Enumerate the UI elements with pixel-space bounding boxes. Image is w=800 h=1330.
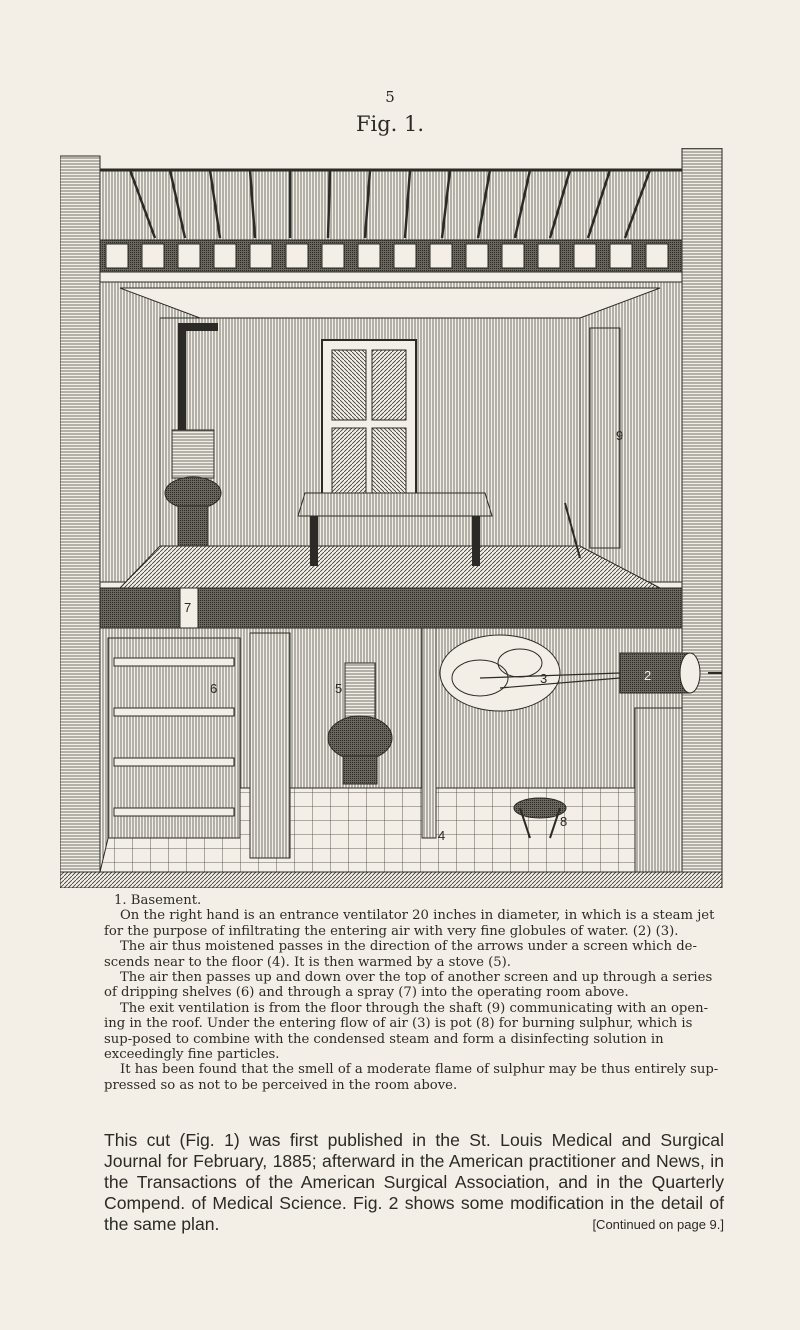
- building-cross-section-engraving: [60, 148, 725, 888]
- label-4: 4: [438, 828, 446, 843]
- window: [322, 340, 416, 500]
- label-3: 3: [540, 671, 548, 686]
- label-5: 5: [335, 681, 343, 696]
- joist-block: [574, 244, 596, 268]
- basement-right-wall: [635, 708, 682, 872]
- joist-block: [466, 244, 488, 268]
- figure-caption: [104, 893, 724, 1093]
- joist-block: [358, 244, 380, 268]
- body-text: This cut (Fig. 1) was first published in the St. Louis Medical and Surgical Journal for February, 1885; afterward in the American practitioner and News, in the Transactions of the American Surgical Association, and in the Quarterly Compend. of Medical Science. Fig. 2 shows some modification in the detail of the same plan.: [104, 1130, 724, 1234]
- joist-block: [322, 244, 344, 268]
- joist-block: [430, 244, 452, 268]
- page-number: 5: [385, 88, 395, 106]
- joist-block: [286, 244, 308, 268]
- label-7: 7: [184, 600, 192, 615]
- caption-paragraph: The exit ventilation is from the floor through the shaft (9) communicating with an open-ing in the roof. Under the entering flow of air (3) is pot (8) for burning sulphur, which is sup-posed to combine with the condensed steam and form a disinfecting solution in exceedingly fine particles.: [104, 1000, 709, 1063]
- screen-left: [250, 633, 290, 858]
- ceiling-joists: [100, 240, 682, 282]
- label-8: 8: [560, 814, 568, 829]
- joist-block: [538, 244, 560, 268]
- figure-label: Fig. 1.: [355, 112, 425, 136]
- joist-block: [502, 244, 524, 268]
- caption-paragraph: On the right hand is an entrance ventilator 20 inches in diameter, in which is a steam jet for the purpose of infiltrating the entering air with very fine globules of water. (2) (3).: [104, 908, 715, 939]
- basement: [100, 628, 722, 872]
- caption-paragraph: It has been found that the smell of a moderate flame of sulphur may be thus entirely sup-pressed so as not to be perceived in the room above.: [104, 1062, 719, 1093]
- continued-note: [Continued on page 9.]: [592, 1217, 724, 1232]
- joist-block: [610, 244, 632, 268]
- joist-block: [142, 244, 164, 268]
- caption-paragraph: The air then passes up and down over the top of another screen and up through a series of dripping shelves (6) and through a spray (7) into the operating room above.: [104, 970, 713, 1001]
- roof-rafters: [100, 170, 682, 240]
- joist-block: [106, 244, 128, 268]
- joist-block: [178, 244, 200, 268]
- dripping-shelves: [108, 638, 240, 838]
- body-paragraph: [104, 1130, 724, 1235]
- caption-paragraph: The air thus moistened passes in the direction of the arrows under a screen which de-scends near to the floor (4). It is then warmed by a stove (5).: [104, 939, 697, 970]
- label-9: 9: [616, 428, 624, 443]
- label-6: 6: [210, 681, 218, 696]
- label-2: 2: [644, 668, 652, 683]
- joist-block: [250, 244, 272, 268]
- joist-block: [394, 244, 416, 268]
- screen-right: [422, 628, 436, 838]
- caption-title: 1. Basement.: [114, 893, 202, 908]
- joist-block: [646, 244, 668, 268]
- floor-joists: [100, 588, 682, 628]
- joist-block: [214, 244, 236, 268]
